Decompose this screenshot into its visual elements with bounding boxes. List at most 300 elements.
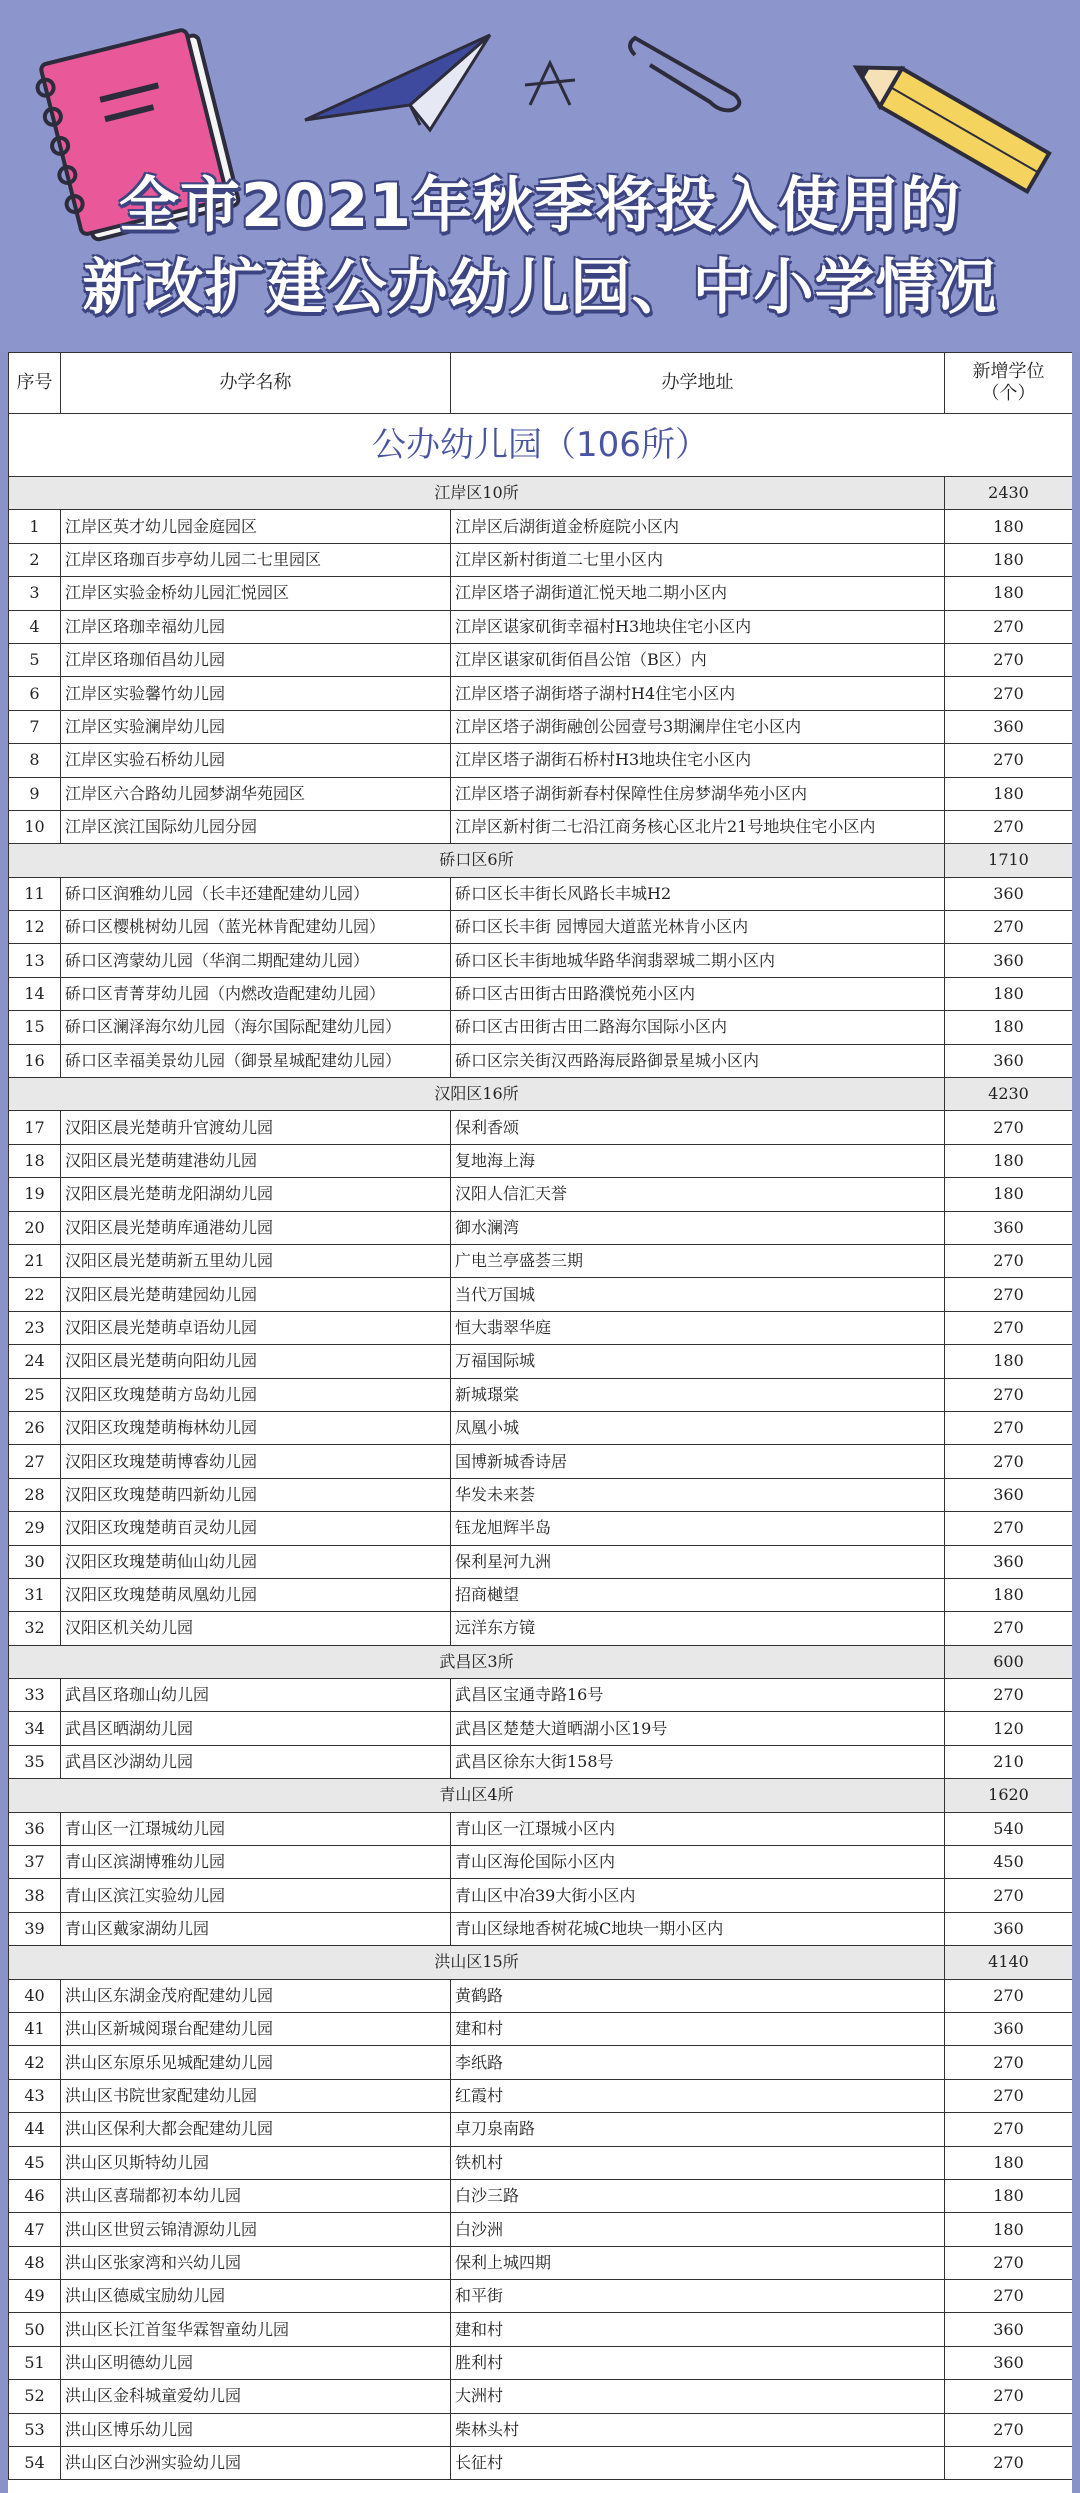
cell-seq: 7 [9,710,61,743]
cell-address: 保利上城四期 [451,2246,945,2279]
cell-seats: 180 [945,577,1073,610]
table-row [9,2079,1073,2112]
cell-address: 江岸区新村街道二七里小区内 [451,543,945,576]
cell-seq: 14 [9,977,61,1010]
cell-seats: 270 [945,2380,1073,2413]
cell-address: 华发未来荟 [451,1478,945,1511]
cell-seats: 270 [945,1445,1073,1478]
table-row [9,2213,1073,2246]
cell-name: 洪山区保利大都会配建幼儿园 [61,2113,451,2146]
cell-seq: 1 [9,510,61,543]
cell-seq: 21 [9,1244,61,1277]
cell-seq: 29 [9,1512,61,1545]
cell-seq: 15 [9,1011,61,1044]
table-row [9,1812,1073,1845]
cell-address: 保利星河九洲 [451,1545,945,1578]
cell-address: 江岸区塔子湖街道汇悦天地二期小区内 [451,577,945,610]
table-row [9,2146,1073,2179]
cell-seats: 360 [945,1912,1073,1945]
district-row [9,1946,1073,1979]
cell-name: 汉阳区玫瑰楚萌百灵幼儿园 [61,1512,451,1545]
cell-seq: 9 [9,777,61,810]
cell-seq: 5 [9,643,61,676]
cell-address: 大洲村 [451,2380,945,2413]
header-name: 办学名称 [61,353,451,414]
table-row [9,1144,1073,1177]
cell-name: 洪山区喜瑞都初本幼儿园 [61,2179,451,2212]
cell-seq: 47 [9,2213,61,2246]
cell-seq: 34 [9,1712,61,1745]
paper-plane-icon [300,25,500,135]
cell-address: 远洋东方镜 [451,1612,945,1645]
cell-name: 江岸区实验金桥幼儿园汇悦园区 [61,577,451,610]
cell-seq: 33 [9,1679,61,1712]
header-seats: 新增学位 （个） [945,353,1073,414]
cell-name: 洪山区白沙洲实验幼儿园 [61,2447,451,2480]
cell-address: 硚口区长丰街 园博园大道蓝光林肯小区内 [451,911,945,944]
cell-seats: 270 [945,2246,1073,2279]
cell-seq: 11 [9,877,61,910]
cell-name: 汉阳区晨光楚萌建港幼儿园 [61,1144,451,1177]
table-row [9,710,1073,743]
cell-seats: 450 [945,1846,1073,1879]
cell-seats: 180 [945,1144,1073,1177]
cell-seq: 6 [9,677,61,710]
cell-seats: 180 [945,1011,1073,1044]
cell-name: 江岸区实验石桥幼儿园 [61,744,451,777]
cell-address: 凤凰小城 [451,1411,945,1444]
cell-address: 胜利村 [451,2346,945,2379]
cell-seq: 20 [9,1211,61,1244]
cell-address: 卓刀泉南路 [451,2113,945,2146]
cell-name: 江岸区英才幼儿园金庭园区 [61,510,451,543]
cell-seats: 120 [945,1712,1073,1745]
table-header-row [9,353,1073,414]
cell-address: 硚口区古田街古田路濮悦苑小区内 [451,977,945,1010]
table-row [9,1712,1073,1745]
table-row [9,1912,1073,1945]
cell-name: 江岸区实验馨竹幼儿园 [61,677,451,710]
cell-seq: 24 [9,1345,61,1378]
table-row [9,1411,1073,1444]
cell-name: 武昌区沙湖幼儿园 [61,1745,451,1778]
table-row [9,810,1073,843]
cell-seats: 270 [945,1879,1073,1912]
table-row [9,677,1073,710]
cell-name: 洪山区张家湾和兴幼儿园 [61,2246,451,2279]
cell-seq: 36 [9,1812,61,1845]
table-row [9,877,1073,910]
cell-seats: 180 [945,1578,1073,1611]
table-row [9,777,1073,810]
cell-seq: 44 [9,2113,61,2146]
cell-address: 红霞村 [451,2079,945,2112]
cell-seq: 32 [9,1612,61,1645]
table-row [9,1111,1073,1144]
page-title-line2: 新改扩建公办幼儿园、中小学情况 [82,253,998,323]
cell-address: 白沙三路 [451,2179,945,2212]
cell-address: 复地海上海 [451,1144,945,1177]
district-seats: 4230 [945,1078,1073,1111]
table-row [9,2313,1073,2346]
cell-name: 武昌区晒湖幼儿园 [61,1712,451,1745]
cell-address: 铁机村 [451,2146,945,2179]
cell-seats: 180 [945,1178,1073,1211]
cell-seq: 53 [9,2413,61,2446]
cell-seats: 270 [945,911,1073,944]
header-banner [0,0,1080,352]
cell-seq: 12 [9,911,61,944]
table-row [9,2179,1073,2212]
cell-seq: 23 [9,1311,61,1344]
table-row [9,1578,1073,1611]
table-row [9,2012,1073,2045]
cell-seq: 38 [9,1879,61,1912]
cell-seq: 54 [9,2447,61,2480]
cell-address: 江岸区塔子湖街石桥村H3地块住宅小区内 [451,744,945,777]
district-seats: 600 [945,1645,1073,1678]
table-row [9,510,1073,543]
cell-seats: 360 [945,2346,1073,2379]
cell-address: 建和村 [451,2313,945,2346]
cell-name: 汉阳区机关幼儿园 [61,1612,451,1645]
table-row [9,2413,1073,2446]
cell-address: 柴林头村 [451,2413,945,2446]
cell-address: 江岸区新村街二七沿江商务核心区北片21号地块住宅小区内 [451,810,945,843]
cell-seats: 270 [945,2046,1073,2079]
table-row [9,2346,1073,2379]
table-row [9,1278,1073,1311]
cell-seats: 360 [945,2012,1073,2045]
cell-seq: 17 [9,1111,61,1144]
cell-address: 青山区绿地香树花城C地块一期小区内 [451,1912,945,1945]
cell-seq: 4 [9,610,61,643]
cell-seats: 270 [945,610,1073,643]
cell-seq: 27 [9,1445,61,1478]
table-row [9,1445,1073,1478]
table-row [9,543,1073,576]
cell-address: 黄鹤路 [451,1979,945,2012]
cell-name: 硚口区青菁芽幼儿园（内燃改造配建幼儿园） [61,977,451,1010]
cell-seq: 40 [9,1979,61,2012]
paperclip-icon [620,30,750,120]
cell-seats: 270 [945,1679,1073,1712]
cell-name: 汉阳区晨光楚萌龙阳湖幼儿园 [61,1178,451,1211]
cell-address: 白沙洲 [451,2213,945,2246]
cell-seq: 19 [9,1178,61,1211]
cell-address: 江岸区塔子湖街新春村保障性住房梦湖华苑小区内 [451,777,945,810]
cell-name: 青山区一江璟城幼儿园 [61,1812,451,1845]
cell-seats: 360 [945,1211,1073,1244]
cell-name: 洪山区东湖金茂府配建幼儿园 [61,1979,451,2012]
cell-seq: 16 [9,1044,61,1077]
cell-name: 青山区滨江实验幼儿园 [61,1879,451,1912]
table-row [9,2046,1073,2079]
cell-name: 汉阳区玫瑰楚萌博睿幼儿园 [61,1445,451,1478]
district-label: 汉阳区16所 [9,1078,945,1111]
cell-name: 洪山区金科城童爱幼儿园 [61,2380,451,2413]
cell-seq: 2 [9,543,61,576]
cell-seats: 270 [945,2447,1073,2480]
table-row [9,1512,1073,1545]
table-row [9,1478,1073,1511]
cell-address: 硚口区宗关街汉西路海辰路御景星城小区内 [451,1044,945,1077]
table-row [9,1979,1073,2012]
cell-name: 江岸区珞珈幸福幼儿园 [61,610,451,643]
cell-seats: 180 [945,510,1073,543]
cell-seats: 270 [945,1311,1073,1344]
table-row [9,1044,1073,1077]
table-row [9,744,1073,777]
cell-seats: 540 [945,1812,1073,1845]
cell-seq: 28 [9,1478,61,1511]
cell-seq: 22 [9,1278,61,1311]
cell-seats: 180 [945,543,1073,576]
cell-name: 汉阳区晨光楚萌库通港幼儿园 [61,1211,451,1244]
cell-seq: 46 [9,2179,61,2212]
cell-seq: 39 [9,1912,61,1945]
cell-seq: 26 [9,1411,61,1444]
cell-address: 武昌区楚楚大道晒湖小区19号 [451,1712,945,1745]
cell-name: 硚口区樱桃树幼儿园（蓝光林肯配建幼儿园） [61,911,451,944]
cell-seats: 270 [945,2113,1073,2146]
cell-seats: 270 [945,677,1073,710]
cell-name: 汉阳区玫瑰楚萌仙山幼儿园 [61,1545,451,1578]
cell-seats: 180 [945,2213,1073,2246]
cell-seats: 180 [945,777,1073,810]
cell-name: 江岸区珞珈百步亭幼儿园二七里园区 [61,543,451,576]
table-row [9,1846,1073,1879]
cell-seats: 270 [945,810,1073,843]
cell-seats: 270 [945,2280,1073,2313]
cell-seats: 270 [945,1512,1073,1545]
cell-name: 汉阳区晨光楚萌新五里幼儿园 [61,1244,451,1277]
cell-address: 招商樾望 [451,1578,945,1611]
cell-address: 广电兰亭盛荟三期 [451,1244,945,1277]
cell-name: 武昌区珞珈山幼儿园 [61,1679,451,1712]
cell-address: 和平街 [451,2280,945,2313]
cell-name: 洪山区新城阅璟台配建幼儿园 [61,2012,451,2045]
cell-name: 洪山区贝斯特幼儿园 [61,2146,451,2179]
cell-seq: 31 [9,1578,61,1611]
district-label: 武昌区3所 [9,1645,945,1678]
cell-seq: 13 [9,944,61,977]
section-title: 公办幼儿园（106所） [9,414,1073,477]
table-row [9,610,1073,643]
cell-name: 汉阳区晨光楚萌卓语幼儿园 [61,1311,451,1344]
district-seats: 4140 [945,1946,1073,1979]
cell-seq: 10 [9,810,61,843]
cell-address: 保利香颂 [451,1111,945,1144]
cell-address: 武昌区徐东大街158号 [451,1745,945,1778]
district-label: 江岸区10所 [9,477,945,510]
cell-address: 江岸区谌家矶街幸福村H3地块住宅小区内 [451,610,945,643]
cell-name: 硚口区润雅幼儿园（长丰还建配建幼儿园） [61,877,451,910]
cell-seq: 51 [9,2346,61,2379]
cell-address: 青山区中冶39大街小区内 [451,1879,945,1912]
cell-seq: 45 [9,2146,61,2179]
cell-seq: 48 [9,2246,61,2279]
district-label: 硚口区6所 [9,844,945,877]
cell-address: 万福国际城 [451,1345,945,1378]
cell-seq: 49 [9,2280,61,2313]
cell-name: 汉阳区晨光楚萌升官渡幼儿园 [61,1111,451,1144]
cell-address: 青山区一江璟城小区内 [451,1812,945,1845]
table-row [9,911,1073,944]
cell-address: 新城璟棠 [451,1378,945,1411]
cell-address: 武昌区宝通寺路16号 [451,1679,945,1712]
cell-name: 硚口区澜泽海尔幼儿园（海尔国际配建幼儿园） [61,1011,451,1044]
cell-seats: 270 [945,744,1073,777]
cell-seats: 270 [945,1244,1073,1277]
cell-name: 洪山区明德幼儿园 [61,2346,451,2379]
table-row [9,1244,1073,1277]
cell-seq: 50 [9,2313,61,2346]
district-seats: 1710 [945,844,1073,877]
cell-address: 钰龙旭辉半岛 [451,1512,945,1545]
header-seq: 序号 [9,353,61,414]
table-row [9,1311,1073,1344]
cell-seq: 41 [9,2012,61,2045]
cell-seats: 180 [945,2146,1073,2179]
cell-address: 国博新城香诗居 [451,1445,945,1478]
cell-name: 汉阳区玫瑰楚萌凤凰幼儿园 [61,1578,451,1611]
cell-seq: 8 [9,744,61,777]
table-row [9,1679,1073,1712]
cell-seats: 270 [945,643,1073,676]
table-row [9,944,1073,977]
cell-address: 李纸路 [451,2046,945,2079]
cell-name: 硚口区湾蒙幼儿园（华润二期配建幼儿园） [61,944,451,977]
cell-seats: 270 [945,1278,1073,1311]
cell-address: 恒大翡翠华庭 [451,1311,945,1344]
cell-seats: 180 [945,1345,1073,1378]
table-row [9,1879,1073,1912]
cell-address: 建和村 [451,2012,945,2045]
page-title-line1: 全市2021年秋季将投入使用的 [119,171,961,241]
cell-address: 青山区海伦国际小区内 [451,1846,945,1879]
cell-address: 汉阳人信汇天誉 [451,1178,945,1211]
cell-address: 硚口区古田街古田二路海尔国际小区内 [451,1011,945,1044]
cell-seq: 43 [9,2079,61,2112]
district-seats: 2430 [945,477,1073,510]
cell-address: 长征村 [451,2447,945,2480]
cell-seats: 270 [945,1612,1073,1645]
cell-name: 江岸区滨江国际幼儿园分园 [61,810,451,843]
cell-seq: 18 [9,1144,61,1177]
cell-seats: 360 [945,1545,1073,1578]
table-row [9,2380,1073,2413]
cell-name: 汉阳区晨光楚萌向阳幼儿园 [61,1345,451,1378]
cell-name: 汉阳区玫瑰楚萌方岛幼儿园 [61,1378,451,1411]
cell-seats: 180 [945,977,1073,1010]
table-row [9,2447,1073,2480]
header-address: 办学地址 [451,353,945,414]
section-title-row [9,414,1073,477]
district-row [9,477,1073,510]
cell-address: 硚口区长丰街长风路长丰城H2 [451,877,945,910]
cell-seats: 270 [945,1411,1073,1444]
table-row [9,1178,1073,1211]
cell-address: 江岸区塔子湖街塔子湖村H4住宅小区内 [451,677,945,710]
table-row [9,1745,1073,1778]
table-row [9,2246,1073,2279]
cell-seq: 37 [9,1846,61,1879]
cell-seats: 360 [945,877,1073,910]
cell-seq: 52 [9,2380,61,2413]
cell-name: 汉阳区玫瑰楚萌梅林幼儿园 [61,1411,451,1444]
cell-name: 青山区滨湖博雅幼儿园 [61,1846,451,1879]
cell-address: 江岸区谌家矶街佰昌公馆（B区）内 [451,643,945,676]
cell-name: 洪山区东原乐见城配建幼儿园 [61,2046,451,2079]
cell-name: 洪山区长江首玺华霖智童幼儿园 [61,2313,451,2346]
cell-address: 江岸区后湖街道金桥庭院小区内 [451,510,945,543]
cell-name: 洪山区德威宝励幼儿园 [61,2280,451,2313]
district-row [9,1645,1073,1678]
cell-seats: 180 [945,2179,1073,2212]
district-row [9,844,1073,877]
district-label: 洪山区15所 [9,1946,945,1979]
cell-seats: 360 [945,2313,1073,2346]
cell-name: 江岸区实验澜岸幼儿园 [61,710,451,743]
cell-seats: 360 [945,710,1073,743]
table-row [9,977,1073,1010]
table-row [9,1612,1073,1645]
cell-seats: 360 [945,944,1073,977]
table-row [9,1545,1073,1578]
table-row [9,1011,1073,1044]
cell-seq: 25 [9,1378,61,1411]
cell-seq: 42 [9,2046,61,2079]
table-row [9,577,1073,610]
cell-seats: 270 [945,2079,1073,2112]
cell-address: 硚口区长丰街地城华路华润翡翠城二期小区内 [451,944,945,977]
district-row [9,1779,1073,1812]
kindergarten-table [8,352,1072,2493]
cell-name: 洪山区世贸云锦清源幼儿园 [61,2213,451,2246]
cell-address: 御水澜湾 [451,1211,945,1244]
table-row [9,1211,1073,1244]
cell-seats: 270 [945,1378,1073,1411]
cell-seq: 35 [9,1745,61,1778]
cell-seats: 360 [945,1478,1073,1511]
district-row [9,1078,1073,1111]
cell-seq: 30 [9,1545,61,1578]
cell-seats: 210 [945,1745,1073,1778]
cell-name: 洪山区博乐幼儿园 [61,2413,451,2446]
cell-name: 江岸区珞珈佰昌幼儿园 [61,643,451,676]
table-row [9,2280,1073,2313]
cell-seats: 270 [945,2413,1073,2446]
cell-address: 江岸区塔子湖街融创公园壹号3期澜岸住宅小区内 [451,710,945,743]
cell-name: 江岸区六合路幼儿园梦湖华苑园区 [61,777,451,810]
cell-seq: 3 [9,577,61,610]
table-row [9,1378,1073,1411]
cell-seats: 270 [945,1111,1073,1144]
cell-seats: 270 [945,1979,1073,2012]
district-label: 青山区4所 [9,1779,945,1812]
cell-name: 硚口区幸福美景幼儿园（御景星城配建幼儿园） [61,1044,451,1077]
district-seats: 1620 [945,1779,1073,1812]
table-row [9,643,1073,676]
cell-address: 当代万国城 [451,1278,945,1311]
cell-name: 青山区戴家湖幼儿园 [61,1912,451,1945]
table-row [9,2113,1073,2146]
cell-name: 汉阳区晨光楚萌建园幼儿园 [61,1278,451,1311]
triangle-icon [520,55,580,115]
cell-seats: 360 [945,1044,1073,1077]
cell-name: 汉阳区玫瑰楚萌四新幼儿园 [61,1478,451,1511]
